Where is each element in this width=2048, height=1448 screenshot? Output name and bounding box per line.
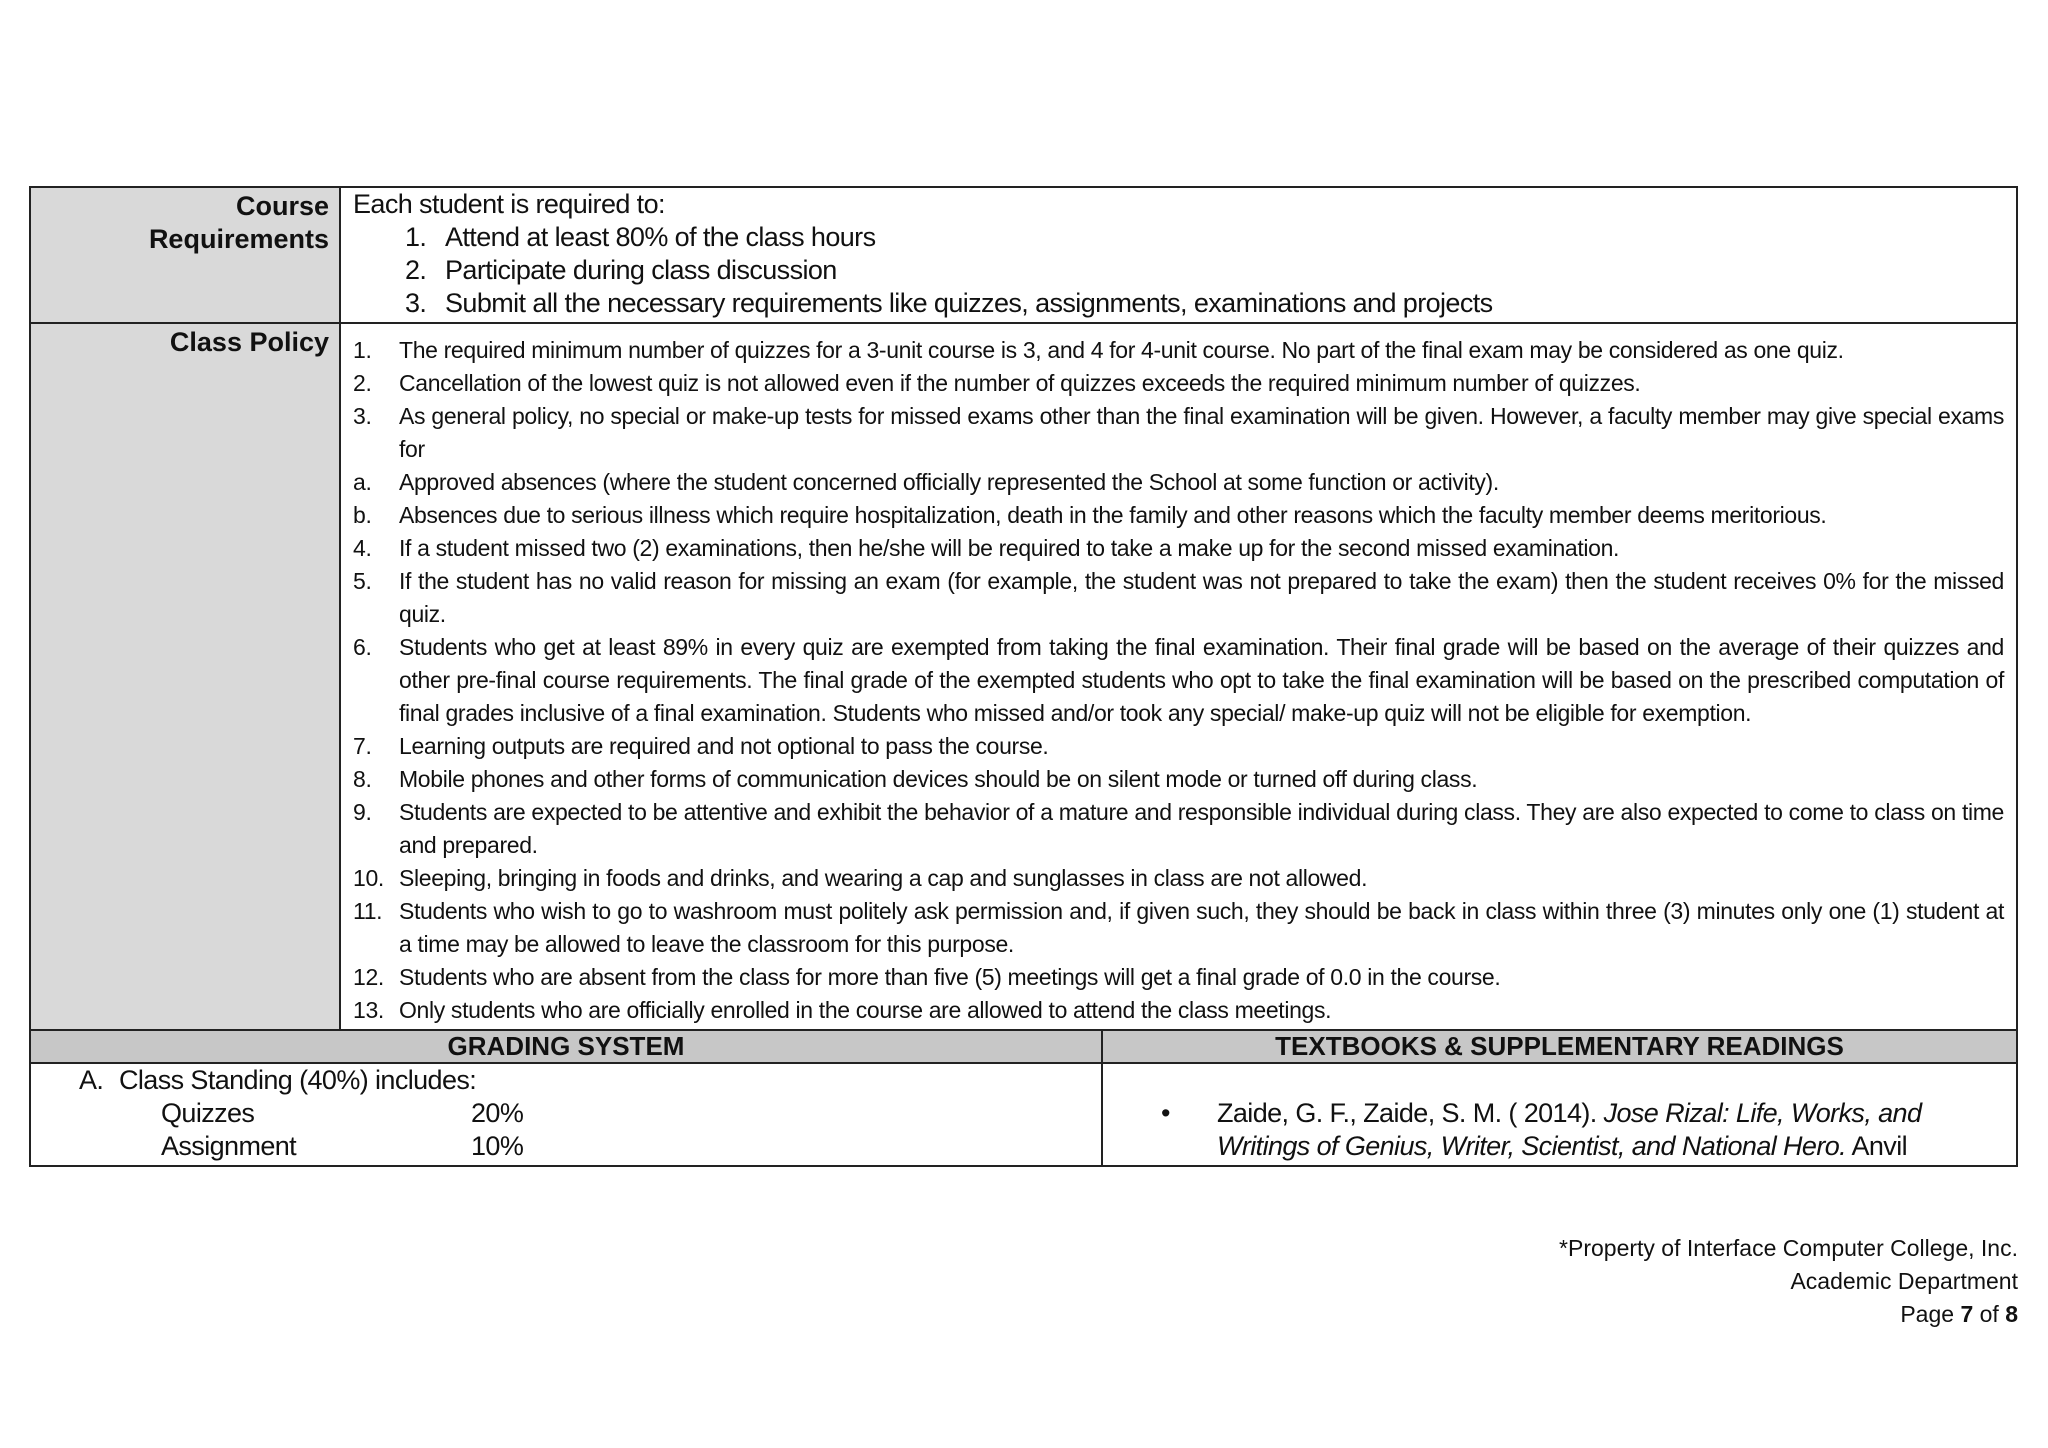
list-item: 8. Mobile phones and other forms of communication devices should be on silent mode or turned off during class. [353, 766, 1478, 792]
grade-component: Quizzes 20% [161, 1098, 524, 1128]
list-item: 4. If a student missed two (2) examinations, then he/she will be required to take a make up for the second missed examination. [353, 535, 1620, 561]
syllabus-table [29, 186, 2018, 1167]
list-item: 9. Students are expected to be attentive and exhibit the behavior of a mature and responsible individual during class. They are also expected to come to class on time and prepared. [353, 799, 2004, 858]
grading-system-content [31, 1064, 1103, 1165]
list-item: 1. Attend at least 80% of the class hours [405, 222, 876, 252]
bullet-icon: • [1161, 1098, 1170, 1128]
list-item: 2. Cancellation of the lowest quiz is not allowed even if the number of quizzes exceeds the required minimum number of quizzes. [353, 370, 1641, 396]
grading-system-header: GRADING SYSTEM [31, 1031, 1103, 1062]
class-policy-content [341, 324, 2016, 1029]
list-item: 7. Learning outputs are required and not optional to pass the course. [353, 733, 1049, 759]
list-item: b. Absences due to serious illness which require hospitalization, death in the family and other reasons which the faculty member deems meritorious. [353, 502, 1827, 528]
list-item: 6. Students who get at least 89% in every quiz are exempted from taking the final examination. Their final grade will be based on the average of their quizzes and other pre-final course requirements. The final grade of the exempted students who opt to take the final examination will be based on the prescribed computation of final grades inclusive of a final examination. Students who missed and/or took any special/ make-up quiz will not be eligible for exemption. [353, 634, 2004, 726]
list-item: 2. Participate during class discussion [405, 255, 837, 285]
class-standing-line: A. Class Standing (40%) includes: [79, 1065, 477, 1095]
grade-component: Assignment 10% [161, 1131, 524, 1161]
requirements-intro: Each student is required to: [353, 189, 665, 219]
list-item: 3. As general policy, no special or make-up tests for missed exams other than the final examination will be given. However, a faculty member may give special exams for [353, 403, 2004, 462]
grading-textbooks-row [31, 1064, 2016, 1165]
list-item: 5. If the student has no valid reason for missing an exam (for example, the student was not prepared to take the exam) then the student receives 0% for the missed quiz. [353, 568, 2004, 627]
reference-item: • Zaide, G. F., Zaide, S. M. ( 2014). Jose Rizal: Life, Works, and Writings of Genius, Writer, Scientist, and National Hero. Anvil [1161, 1098, 1922, 1161]
policy-list [353, 324, 2004, 1027]
course-requirements-content [341, 188, 2016, 322]
list-item: 10. Sleeping, bringing in foods and drinks, and wearing a cap and sunglasses in class are not allowed. [353, 865, 1368, 891]
list-item: 3. Submit all the necessary requirements like quizzes, assignments, examinations and projects [405, 288, 1493, 318]
class-policy-row [31, 324, 2016, 1031]
textbooks-content [1103, 1064, 2016, 1165]
course-requirements-row [31, 188, 2016, 324]
course-requirements-label: Course Requirements [31, 188, 341, 322]
section-header-row [31, 1031, 2016, 1064]
page-footer [1559, 1232, 2018, 1331]
requirements-list [353, 221, 2004, 320]
class-policy-label: Class Policy [31, 324, 341, 1029]
list-item: 13. Only students who are officially enrolled in the course are allowed to attend the class meetings. [353, 997, 1332, 1023]
department-name: Academic Department [1790, 1268, 2018, 1294]
list-item: 1. The required minimum number of quizzes for a 3-unit course is 3, and 4 for 4-unit course. No part of the final exam may be considered as one quiz. [353, 337, 1844, 363]
list-item: 12. Students who are absent from the class for more than five (5) meetings will get a final grade of 0.0 in the course. [353, 964, 1501, 990]
list-item: 11. Students who wish to go to washroom must politely ask permission and, if given such, they should be back in class within three (3) minutes only one (1) student at a time may be allowed to leave the classroom for this purpose. [353, 898, 2004, 957]
property-notice: *Property of Interface Computer College, Inc. [1559, 1235, 2018, 1261]
page-number: Page 7 of 8 [1900, 1301, 2018, 1327]
list-item: a. Approved absences (where the student concerned officially represented the School at some function or activity). [353, 469, 1499, 495]
textbooks-header: TEXTBOOKS & SUPPLEMENTARY READINGS [1275, 1031, 1844, 1061]
